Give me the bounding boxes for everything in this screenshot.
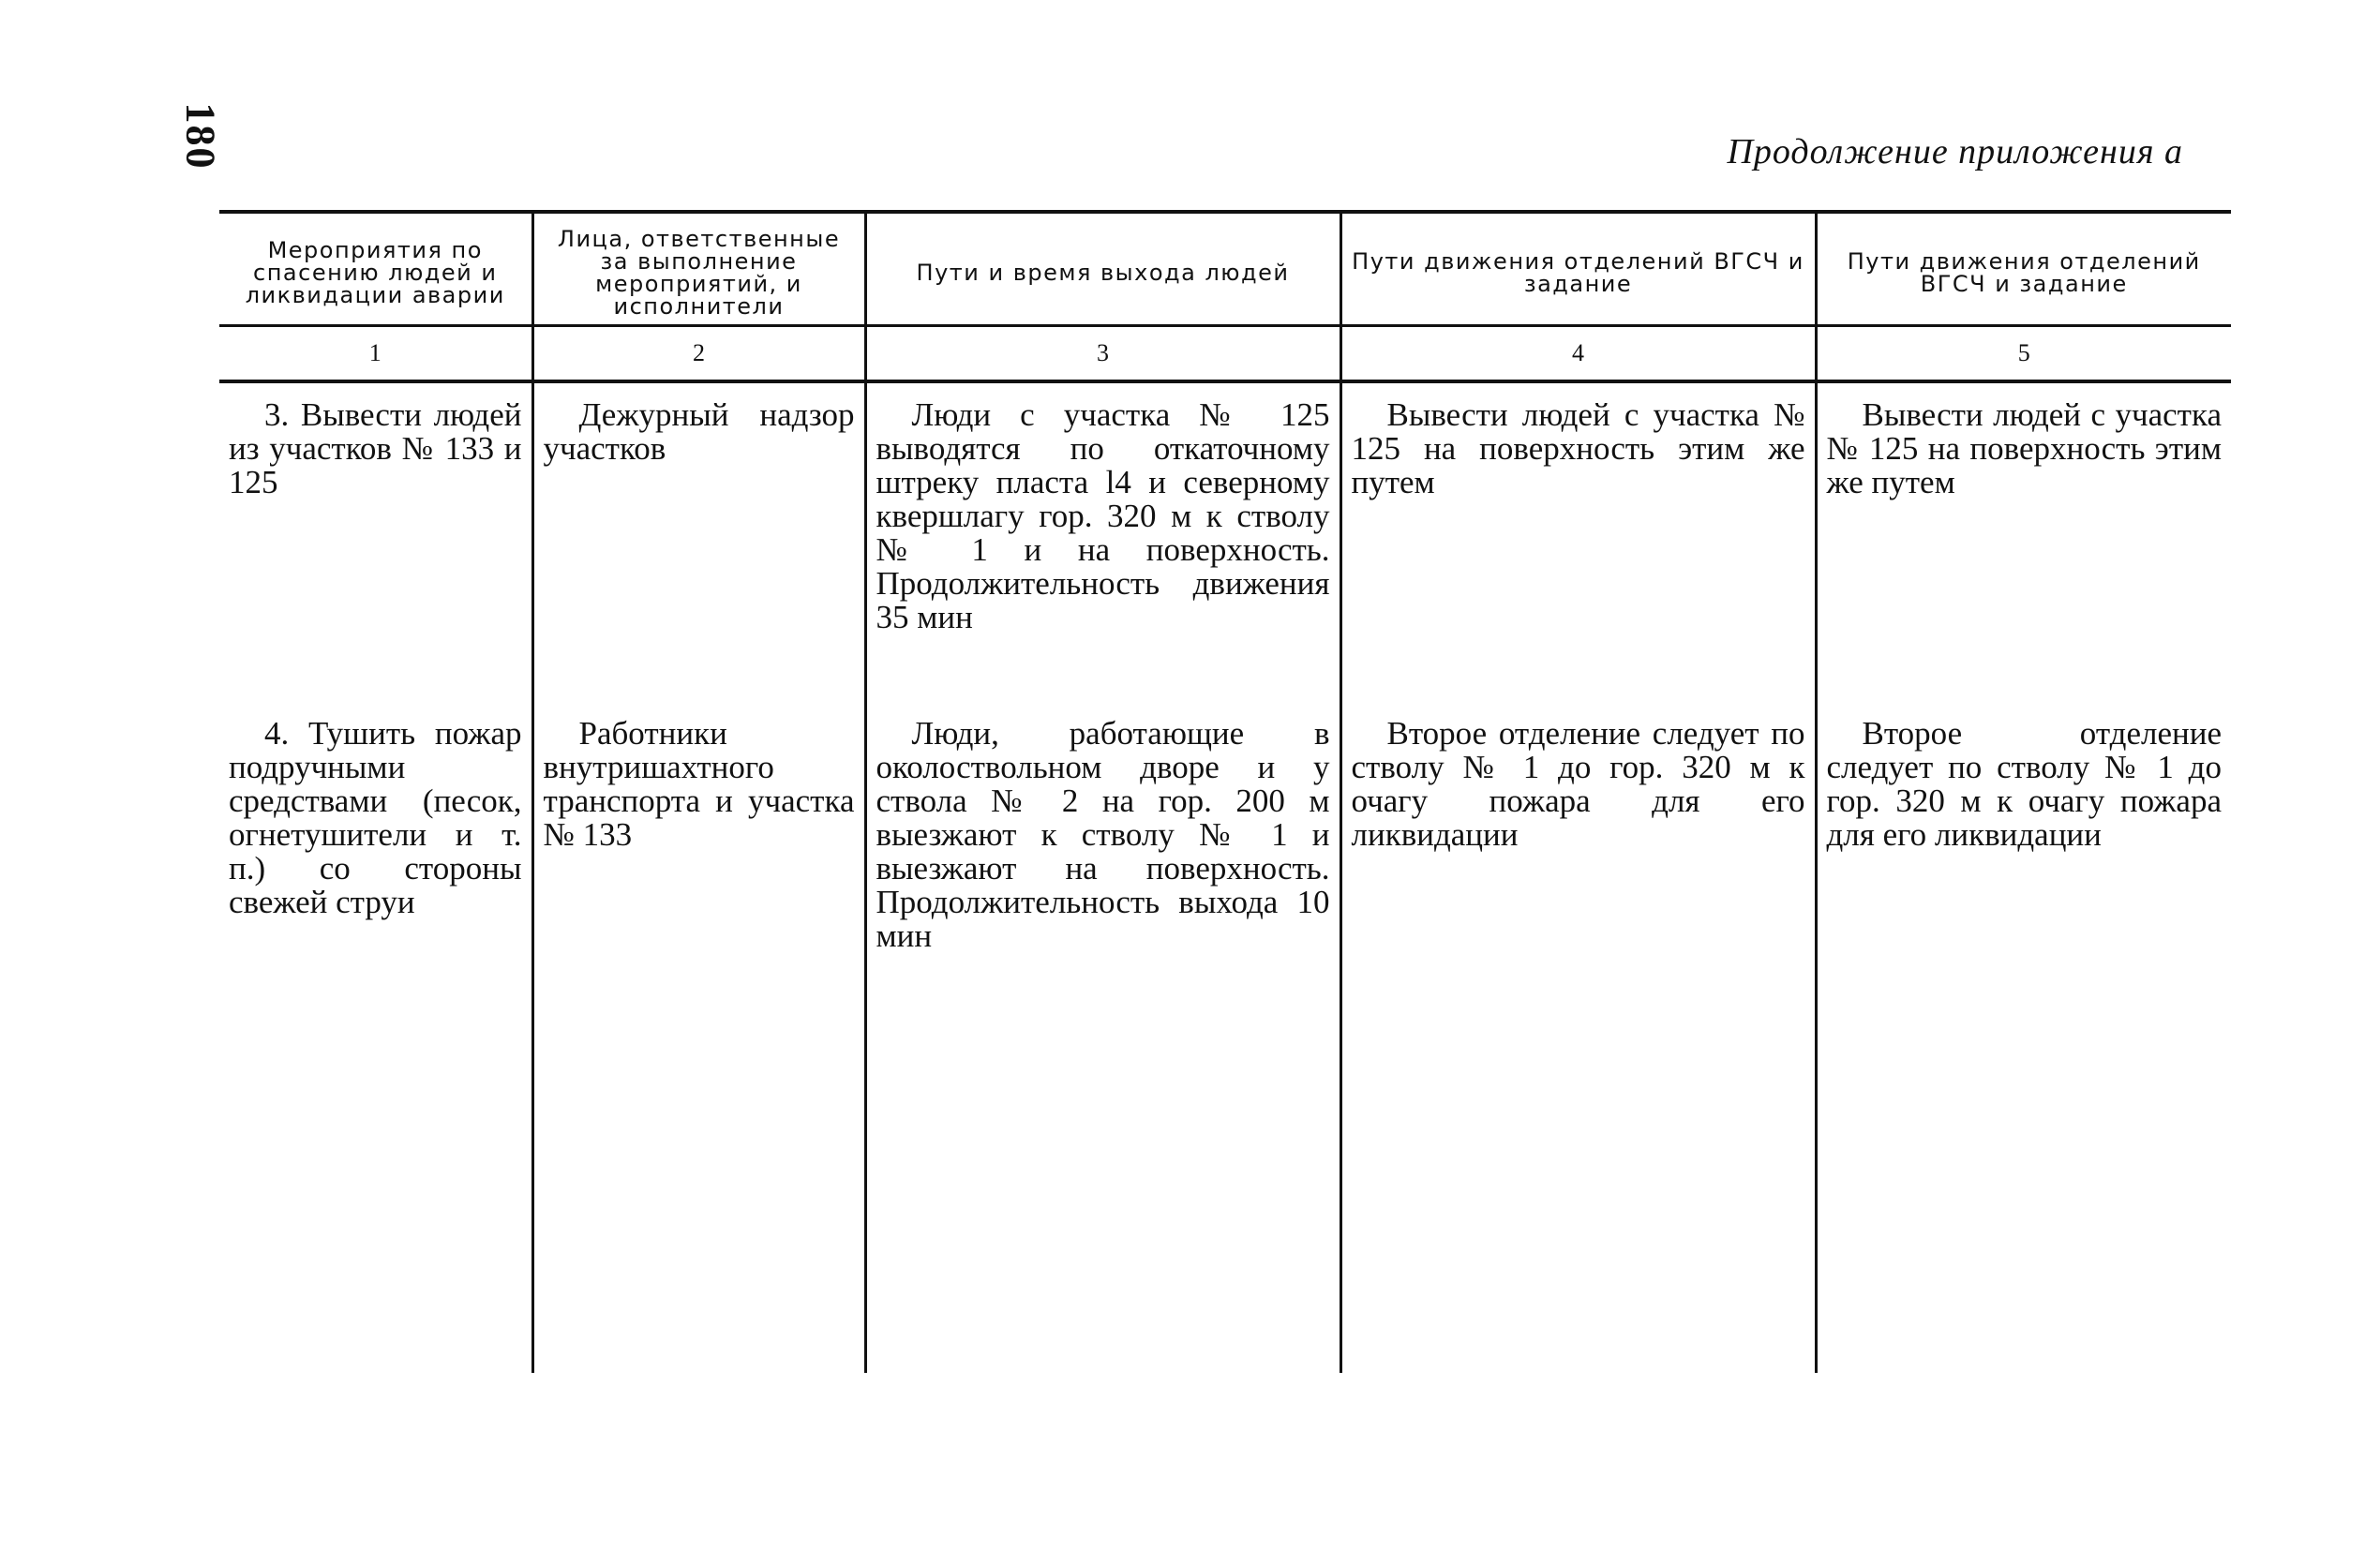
- table-row: [219, 381, 2231, 698]
- cell-vgsch-paths-4: Второе отделение следует по стволу № 1 до гор. 320 м к очагу пожара для его ликвидации: [1340, 698, 1816, 1373]
- column-number-row: [219, 326, 2231, 382]
- header-exit-paths: Пути и время выхода людей: [865, 212, 1340, 326]
- header-vgsch-paths-4: Пути движения отделений ВГСЧ и задание: [1340, 212, 1816, 326]
- column-number: 5: [1816, 326, 2231, 382]
- cell-vgsch-paths-5: Вывести людей с участка № 125 на поверхность этим же путем: [1816, 381, 2231, 698]
- column-number: 2: [532, 326, 865, 382]
- page-number: 180: [177, 102, 224, 171]
- table-row: [219, 698, 2231, 1373]
- cell-responsible: Работники внутришахтного транспорта и участка № 133: [532, 698, 865, 1373]
- cell-measure: 3. Вывести людей из участков № 133 и 125: [219, 381, 532, 698]
- cell-exit-paths: Люди с участка № 125 выводятся по откаточному штреку пласта l4 и северному квершлагу гор. 320 м к стволу № 1 и на поверхность. Продолжительность движения 35 мин: [865, 381, 1340, 698]
- column-number: 4: [1340, 326, 1816, 382]
- cell-responsible: Дежурный надзор участков: [532, 381, 865, 698]
- table-header-row: [219, 212, 2231, 326]
- cell-vgsch-paths-5: Второе отделение следует по стволу № 1 до гор. 320 м к очагу пожара для его ликвидации: [1816, 698, 2231, 1373]
- header-responsible: Лица, ответственные за выполнение мероприятий, и исполнители: [532, 212, 865, 326]
- cell-vgsch-paths-4: Вывести людей с участка № 125 на поверхность этим же путем: [1340, 381, 1816, 698]
- running-head: Продолжение приложения а: [1727, 132, 2183, 171]
- header-measures: Мероприятия по спасению людей и ликвидации аварии: [219, 212, 532, 326]
- cell-measure: 4. Тушить пожар подручными средствами (песок, огнетушители и т. п.) со стороны свежей струи: [219, 698, 532, 1373]
- cell-exit-paths: Люди, работающие в околоствольном дворе и у ствола № 2 на гор. 200 м выезжают к стволу № 1 и выезжают на поверхность. Продолжительность выхода 10 мин: [865, 698, 1340, 1373]
- column-number: 3: [865, 326, 1340, 382]
- header-vgsch-paths-5: Пути движения отделений ВГСЧ и задание: [1816, 212, 2231, 326]
- column-number: 1: [219, 326, 532, 382]
- measures-table: [219, 210, 2231, 1373]
